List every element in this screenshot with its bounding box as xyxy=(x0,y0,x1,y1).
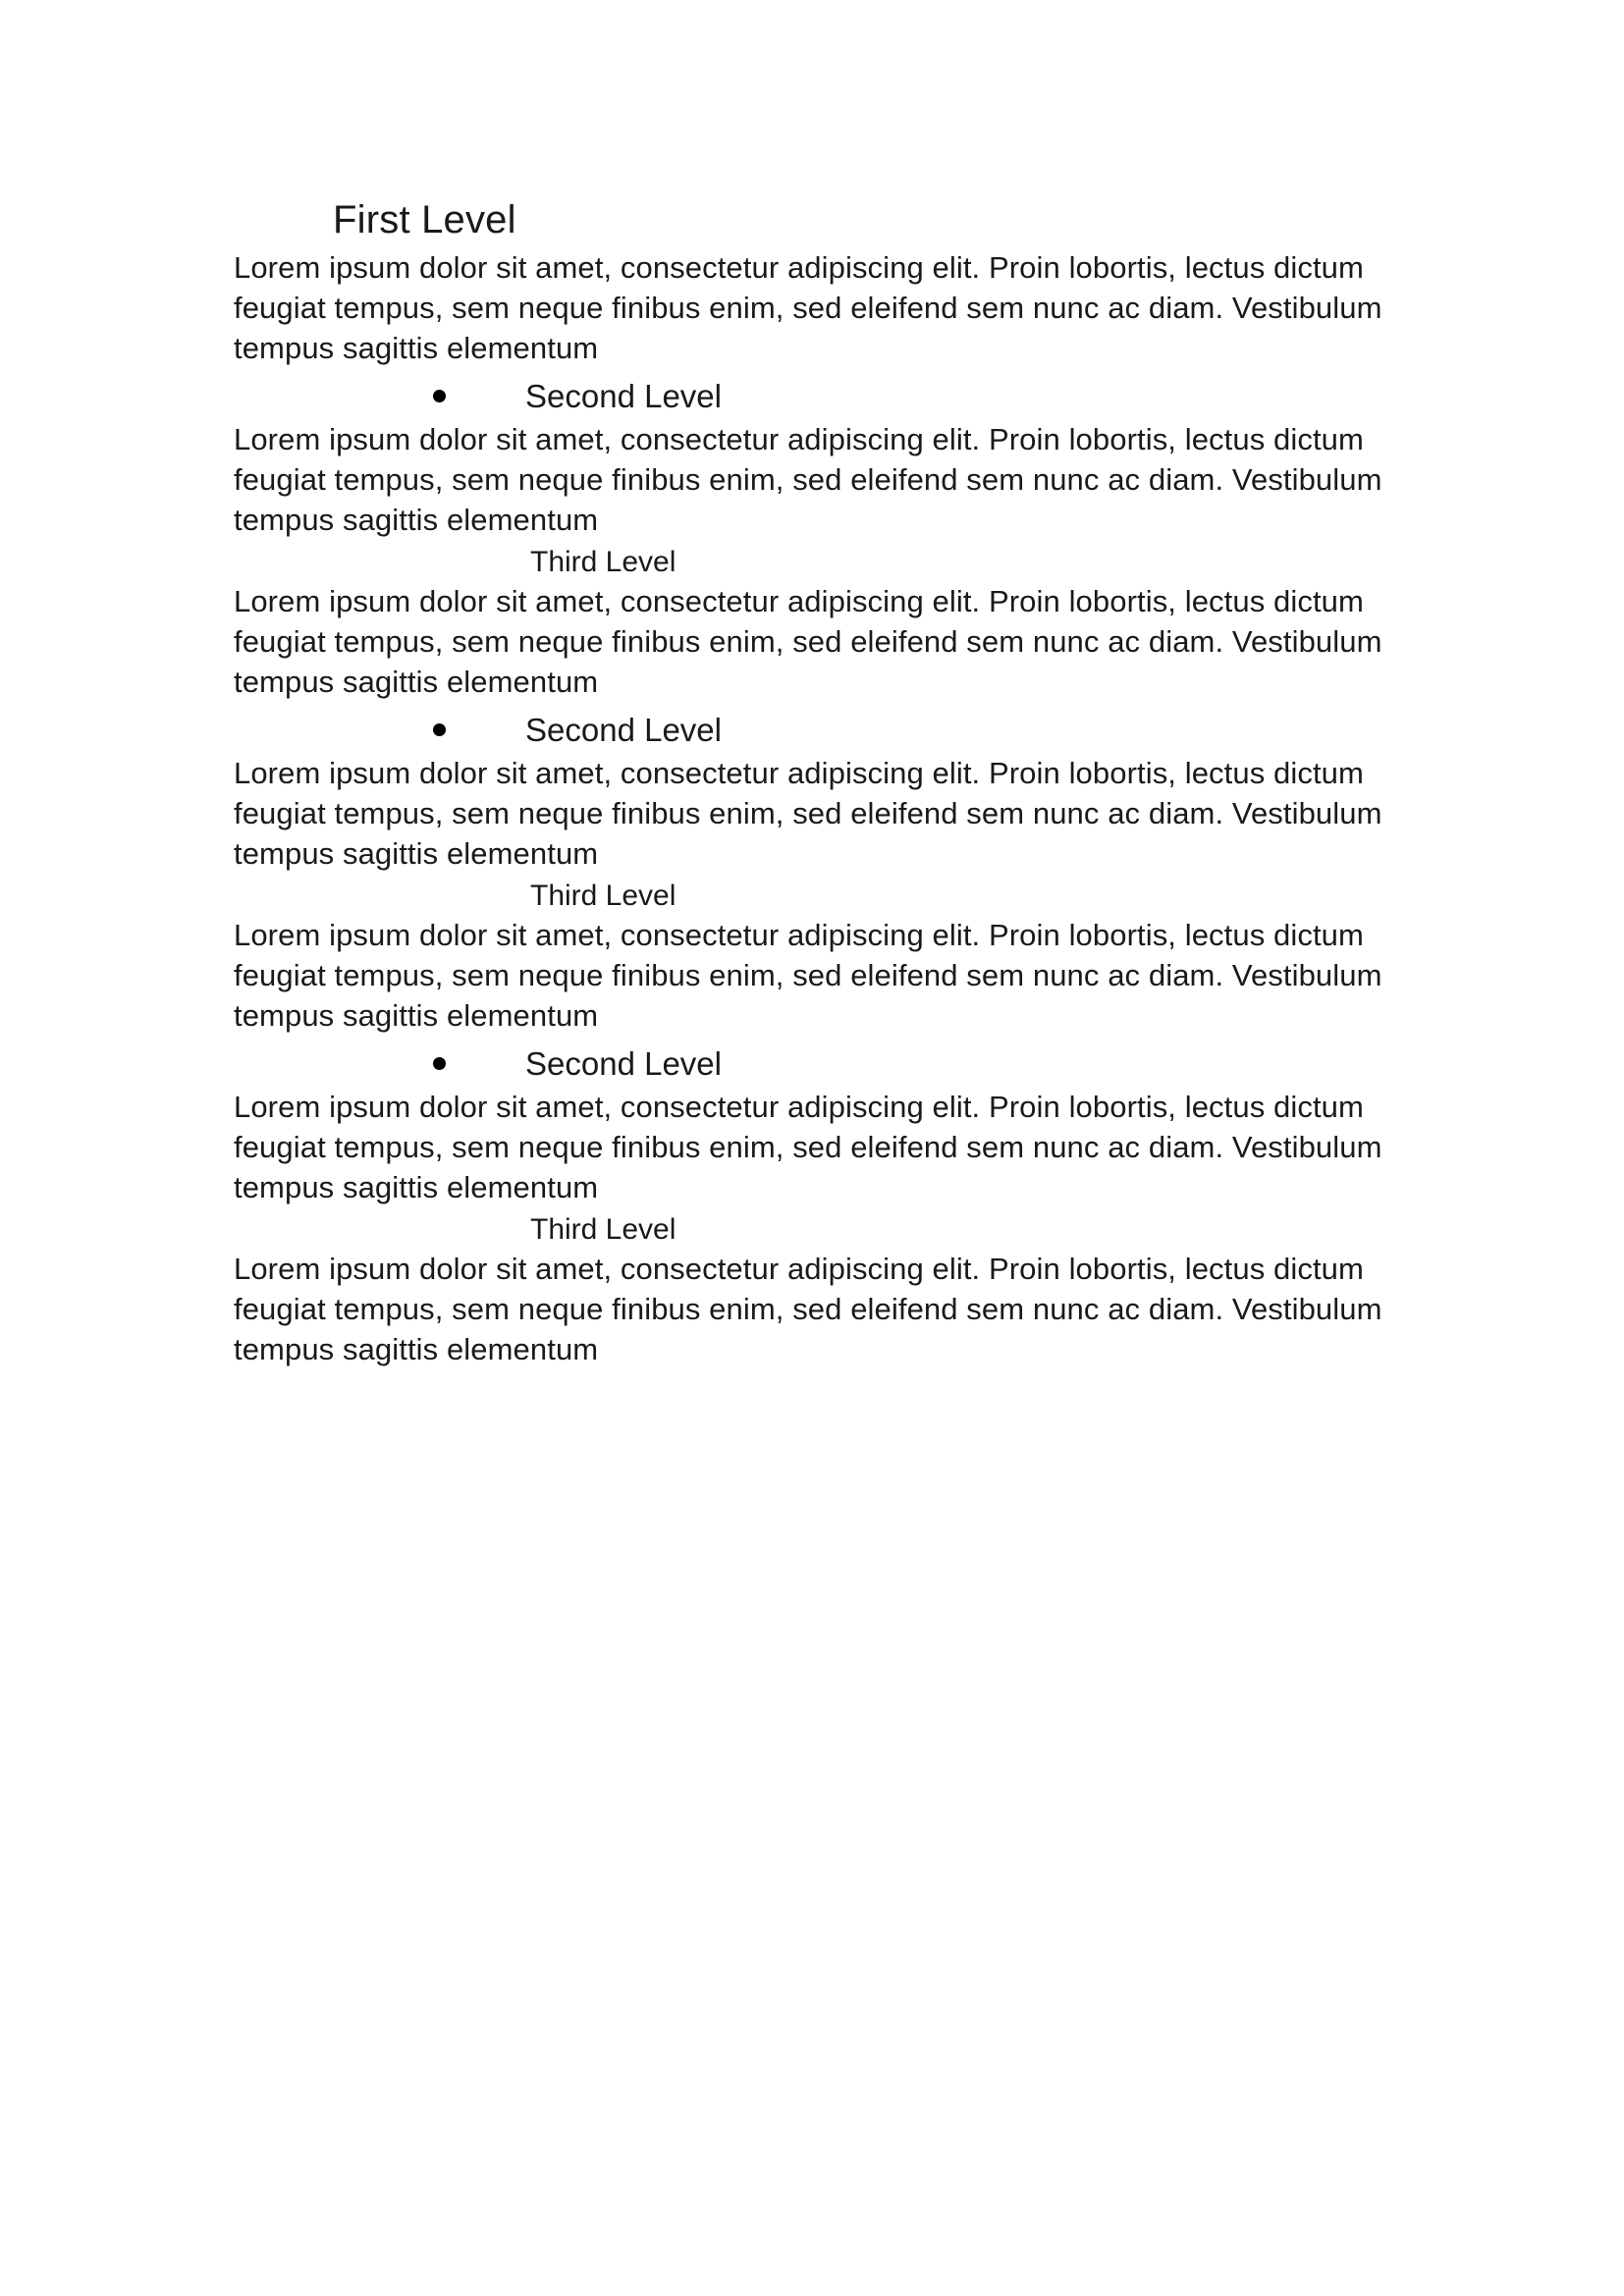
paragraph-line: feugiat tempus, sem neque finibus enim, sed eleifend sem nunc ac diam. Vestibulum xyxy=(234,1130,1382,1164)
paragraph-line: tempus sagittis elementum xyxy=(234,665,599,699)
paragraph-line: Lorem ipsum dolor sit amet, consectetur adipiscing elit. Proin lobortis, lectus dictum xyxy=(234,1252,1364,1286)
paragraph-line: Lorem ipsum dolor sit amet, consectetur adipiscing elit. Proin lobortis, lectus dictum xyxy=(234,756,1364,790)
body-paragraph xyxy=(234,581,1402,702)
heading-third-level: Third Level xyxy=(530,1213,677,1246)
heading-second-level xyxy=(234,376,1402,417)
heading-first-level: First Level xyxy=(333,198,516,241)
paragraph-line: tempus sagittis elementum xyxy=(234,836,599,871)
paragraph-line: Lorem ipsum dolor sit amet, consectetur adipiscing elit. Proin lobortis, lectus dictum xyxy=(234,918,1364,952)
paragraph-line: tempus sagittis elementum xyxy=(234,331,599,365)
paragraph-line: Lorem ipsum dolor sit amet, consectetur adipiscing elit. Proin lobortis, lectus dictum xyxy=(234,422,1364,456)
paragraph-line: tempus sagittis elementum xyxy=(234,1332,599,1366)
paragraph-line: Lorem ipsum dolor sit amet, consectetur adipiscing elit. Proin lobortis, lectus dictum xyxy=(234,250,1364,285)
paragraph-line: tempus sagittis elementum xyxy=(234,1170,599,1204)
heading-third-level: Third Level xyxy=(530,546,677,578)
heading-second-level xyxy=(234,1043,1402,1085)
bullet-icon xyxy=(433,390,446,402)
paragraph-line: feugiat tempus, sem neque finibus enim, sed eleifend sem nunc ac diam. Vestibulum xyxy=(234,291,1382,325)
paragraph-line: feugiat tempus, sem neque finibus enim, sed eleifend sem nunc ac diam. Vestibulum xyxy=(234,624,1382,659)
heading-second-level-label: Second Level xyxy=(525,378,722,414)
heading-third-level: Third Level xyxy=(530,880,677,912)
paragraph-line: feugiat tempus, sem neque finibus enim, sed eleifend sem nunc ac diam. Vestibulum xyxy=(234,1292,1382,1326)
body-paragraph xyxy=(234,1087,1402,1207)
body-paragraph xyxy=(234,915,1402,1036)
paragraph-line: Lorem ipsum dolor sit amet, consectetur adipiscing elit. Proin lobortis, lectus dictum xyxy=(234,1090,1364,1124)
paragraph-line: feugiat tempus, sem neque finibus enim, sed eleifend sem nunc ac diam. Vestibulum xyxy=(234,958,1382,992)
heading-second-level-label: Second Level xyxy=(525,1045,722,1082)
paragraph-line: tempus sagittis elementum xyxy=(234,503,599,537)
body-paragraph xyxy=(234,753,1402,874)
paragraph-line: tempus sagittis elementum xyxy=(234,998,599,1033)
document-content xyxy=(234,192,1402,1369)
paragraph-line: feugiat tempus, sem neque finibus enim, sed eleifend sem nunc ac diam. Vestibulum xyxy=(234,462,1382,497)
heading-second-level xyxy=(234,710,1402,751)
paragraph-line: feugiat tempus, sem neque finibus enim, sed eleifend sem nunc ac diam. Vestibulum xyxy=(234,796,1382,830)
paragraph-line: Lorem ipsum dolor sit amet, consectetur adipiscing elit. Proin lobortis, lectus dictum xyxy=(234,584,1364,618)
body-paragraph xyxy=(234,419,1402,540)
body-paragraph xyxy=(234,1249,1402,1369)
heading-second-level-label: Second Level xyxy=(525,712,722,748)
body-paragraph xyxy=(234,247,1402,368)
bullet-icon xyxy=(433,1057,446,1070)
bullet-icon xyxy=(433,723,446,736)
